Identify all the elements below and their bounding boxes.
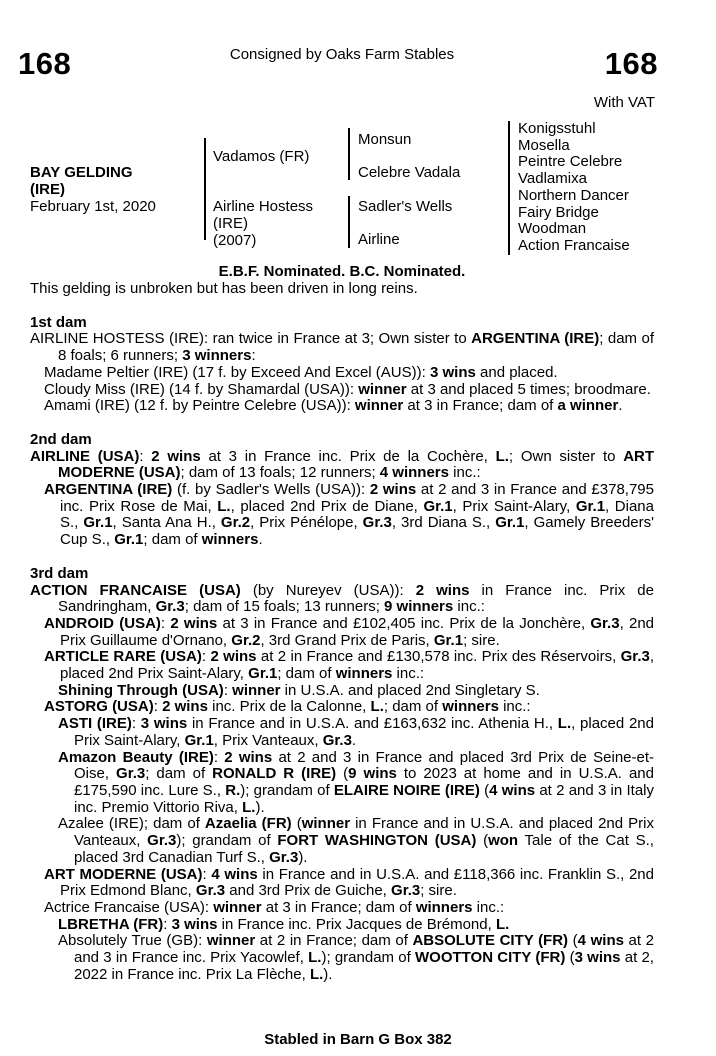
bold-text: winners xyxy=(415,898,473,916)
bold-text: 4 wins xyxy=(489,781,536,799)
bold-text: 2 wins xyxy=(224,748,273,766)
bold-text: L. xyxy=(309,965,324,983)
pedigree-great-grand-item: Woodman xyxy=(518,220,587,238)
bold-text: winner xyxy=(354,397,404,415)
bold-text: Gr.3 xyxy=(362,514,392,532)
bold-text: ASTI (IRE) xyxy=(58,715,132,733)
bold-text: Gr.1 xyxy=(575,497,606,515)
bold-text: AIRLINE (USA) xyxy=(30,447,140,465)
entry-text: at 2 and 3 in Italy inc. Premio Vittorio Riva, xyxy=(74,781,654,816)
pedigree-divider xyxy=(204,138,206,240)
pedigree-great-grand-item: Action Francaise xyxy=(518,236,630,254)
bold-text: 9 winners xyxy=(384,598,454,616)
family-entry xyxy=(30,816,654,866)
bold-text: Gr.3 xyxy=(195,882,226,900)
family-sections xyxy=(30,315,654,984)
entry-text: at 2 in France and £130,578 inc. Prix des Réservoirs, xyxy=(256,648,621,666)
pedigree-great-grand-item: Peintre Celebre xyxy=(518,153,623,171)
family-entry xyxy=(30,331,654,364)
bold-text: winner xyxy=(213,898,262,916)
bold-text: LBRETHA (FR) xyxy=(58,915,164,933)
entry-text: ( xyxy=(291,815,302,833)
pedigree-table xyxy=(0,120,716,260)
entry-text: inc.: xyxy=(472,898,505,916)
entry-text: at 2, 2022 in France inc. Prix La Flèche, xyxy=(74,949,654,983)
bold-text: ART MODERNE (USA) xyxy=(58,447,655,482)
entry-text: in France and in U.S.A. and £163,632 inc. Athenia H., xyxy=(187,715,558,733)
entry-text: , Prix Saint-Alary, xyxy=(452,497,576,515)
entry-text: ( xyxy=(476,832,489,850)
bold-text: ARTICLE RARE (USA) xyxy=(44,648,202,666)
section-heading: 2nd dam xyxy=(30,430,92,448)
bold-text: L. xyxy=(495,915,510,933)
entry-text: ; sire. xyxy=(420,882,457,900)
bold-text: Gr.1 xyxy=(495,514,525,532)
entry-text: inc.: xyxy=(453,598,485,616)
catalogue-body xyxy=(30,281,654,983)
family-entry xyxy=(30,583,654,616)
entry-text: AIRLINE HOSTESS (IRE): ran twice in France at 3; Own sister to xyxy=(30,330,472,348)
entry-text: : xyxy=(160,614,171,632)
bold-text: won xyxy=(488,832,519,850)
entry-text: : xyxy=(223,681,233,699)
entry-text: Madame Peltier (IRE) (17 f. by Exceed And Excel (AUS)): xyxy=(44,363,430,381)
bold-text: ASTORG (USA) xyxy=(44,698,154,716)
bold-text: 2 wins xyxy=(369,481,417,499)
entry-text: Amami (IRE) (12 f. by Peintre Celebre (USA)): xyxy=(44,397,355,415)
bold-text: 4 winners xyxy=(379,464,449,482)
family-entry xyxy=(30,398,654,415)
entry-text: (f. by Sadler's Wells (USA)): xyxy=(172,481,370,499)
entry-text: : xyxy=(251,347,256,365)
entry-text: at 2 in France; dam of xyxy=(255,932,413,950)
bold-text: 2 wins xyxy=(210,648,257,666)
bold-text: 3 wins xyxy=(574,949,621,967)
pedigree-great-grand-item: Northern Dancer xyxy=(518,186,629,204)
pedigree-dam-line: (IRE) xyxy=(213,215,248,232)
bold-text: ABSOLUTE CITY (FR) xyxy=(412,932,569,950)
bold-text: winner xyxy=(232,681,281,699)
bold-text: 2 wins xyxy=(162,698,208,716)
bold-text: Azaelia (FR) xyxy=(204,815,292,833)
pedigree-great-grand-item: Mosella xyxy=(518,136,570,154)
horse-country: (IRE) xyxy=(30,181,65,198)
entry-text: , Prix Pénélope, xyxy=(250,514,363,532)
pedigree-dam-line: Airline Hostess xyxy=(213,198,314,215)
bold-text: L. xyxy=(242,798,256,816)
bold-text: WOOTTON CITY (FR) xyxy=(415,949,566,967)
entry-text: at 3 and placed 5 times; broodmare. xyxy=(406,380,651,398)
bold-text: Gr.1 xyxy=(248,665,278,683)
entry-text: in France inc. Prix de Sandringham, xyxy=(58,581,654,616)
bold-text: L. xyxy=(370,698,384,716)
bold-text: ELAIRE NOIRE (IRE) xyxy=(333,781,480,799)
entry-text: Absolutely True (GB): xyxy=(58,932,207,950)
bold-text: winners xyxy=(442,698,499,716)
entry-text: ; dam of xyxy=(383,698,443,716)
bold-text: Gr.1 xyxy=(83,514,113,532)
entry-text: at 2 and 3 in France and £378,795 inc. Prix Rose de Mai, xyxy=(60,481,654,515)
family-entry xyxy=(30,683,654,700)
bold-text: Gr.2 xyxy=(231,631,261,649)
entry-text: Azalee (IRE); dam of xyxy=(58,815,205,833)
entry-text: ( xyxy=(565,949,575,967)
entry-text: ; dam of 15 foals; 13 runners; xyxy=(184,598,385,616)
entry-text: ( xyxy=(336,765,349,783)
bold-text: Gr.1 xyxy=(114,531,144,549)
bold-text: Gr.3 xyxy=(269,848,299,866)
bold-text: Shining Through (USA) xyxy=(58,681,224,699)
bold-text: winner xyxy=(206,932,256,950)
bold-text: L. xyxy=(217,497,231,515)
entry-text: Actrice Francaise (USA): xyxy=(44,898,214,916)
bold-text: RONALD R (IRE) xyxy=(212,765,337,783)
bold-text: ART MODERNE (USA) xyxy=(44,865,203,883)
pedigree-divider xyxy=(348,196,350,248)
entry-text: , placed 2nd Prix Saint-Alary, xyxy=(74,715,654,749)
pedigree-great-grand-item: Konigsstuhl xyxy=(518,120,596,137)
bold-text: 9 wins xyxy=(348,765,397,783)
entry-text: : xyxy=(153,698,163,716)
bold-text: Gr.3 xyxy=(590,614,620,632)
entry-text: : xyxy=(202,865,212,883)
bold-text: Gr.3 xyxy=(322,731,352,749)
bold-text: Gr.3 xyxy=(155,598,185,616)
bold-text: winners xyxy=(335,665,393,683)
entry-text: in U.S.A. and placed 2nd Singletary S. xyxy=(280,681,540,699)
entry-text: ; dam of xyxy=(145,765,213,783)
entry-text: ). xyxy=(298,848,308,866)
entry-text: , placed 2nd Prix de Diane, xyxy=(230,497,424,515)
bold-text: Gr.1 xyxy=(184,731,214,749)
entry-text: ; sire. xyxy=(463,631,500,649)
bold-text: L. xyxy=(308,949,322,967)
entry-text: ); grandam of xyxy=(176,832,278,850)
bold-text: 4 wins xyxy=(211,865,258,883)
entry-text: inc.: xyxy=(392,665,425,683)
entry-text: ; dam of 13 foals; 12 runners; xyxy=(180,464,380,482)
entry-text: at 3 in France and £102,405 inc. Prix de la Jonchère, xyxy=(217,614,591,632)
pedigree-great-grand-item: Fairy Bridge xyxy=(518,203,599,221)
stabling-footer: Stabled in Barn G Box 382 xyxy=(264,1031,452,1048)
entry-text: , Diana S., xyxy=(60,497,654,532)
entry-text: . xyxy=(618,397,623,415)
bold-text: 3 winners xyxy=(182,347,252,365)
entry-text: and 3rd Prix de Guiche, xyxy=(225,882,392,900)
bold-text: ARGENTINA (IRE) xyxy=(44,481,173,499)
bold-text: Gr.1 xyxy=(433,631,464,649)
family-entry xyxy=(30,616,654,649)
bold-text: ANDROID (USA) xyxy=(44,614,161,632)
note: This gelding is unbroken but has been driven in long reins. xyxy=(30,280,418,297)
entry-text: , placed 2nd Prix Saint-Alary, xyxy=(60,648,654,683)
entry-text: at 3 in France inc. Prix de la Cochère, xyxy=(200,447,496,465)
bold-text: FORT WASHINGTON (USA) xyxy=(277,832,477,850)
bold-text: R. xyxy=(225,781,241,799)
entry-text: : xyxy=(139,447,152,465)
entry-text: ( xyxy=(568,932,578,950)
entry-text: , 3rd Grand Prix de Paris, xyxy=(260,631,434,649)
section-heading: 1st dam xyxy=(30,313,87,331)
bold-text: Gr.2 xyxy=(220,514,251,532)
entry-text: at 2 and 3 in France inc. Prix Yacowlef, xyxy=(74,932,655,967)
family-entry xyxy=(30,365,654,382)
entry-text: inc.: xyxy=(498,698,531,716)
family-entry xyxy=(30,482,654,549)
family-entry xyxy=(30,900,654,917)
entry-text: inc.: xyxy=(448,464,481,482)
family-entry xyxy=(30,716,654,749)
entry-text: at 3 in France; dam of xyxy=(403,397,558,415)
entry-text: in France and in U.S.A. and placed 2nd Prix Vanteaux, xyxy=(74,815,654,850)
pedigree-grand: Celebre Vadala xyxy=(358,164,461,181)
consignor: Consigned by Oaks Farm Stables xyxy=(229,46,455,63)
pedigree-great-grand xyxy=(518,121,630,255)
entry-text: : xyxy=(213,748,225,766)
family-entry xyxy=(30,449,654,482)
horse-foaled: February 1st, 2020 xyxy=(30,198,156,215)
bold-text: Gr.3 xyxy=(116,765,146,783)
pedigree-dam xyxy=(213,198,313,249)
bold-text: 2 wins xyxy=(151,447,201,465)
entry-text: at 3 in France; dam of xyxy=(261,898,416,916)
entry-text: . xyxy=(351,731,357,749)
entry-text: ; dam of xyxy=(143,531,202,549)
bold-text: 4 wins xyxy=(577,932,624,950)
entry-text: : xyxy=(131,715,141,733)
bold-text: winner xyxy=(301,815,351,833)
family-entry xyxy=(30,917,654,934)
pedigree-divider xyxy=(348,128,350,180)
bold-text: Gr.3 xyxy=(620,648,650,666)
family-entry xyxy=(30,750,654,817)
entry-text: , Gamely Breeders' Cup S., xyxy=(60,514,654,549)
entry-text: in France and in U.S.A. and £118,366 inc. Franklin S., 2nd Prix Edmond Blanc, xyxy=(60,865,654,900)
bold-text: 2 wins xyxy=(170,614,218,632)
family-entry xyxy=(30,649,654,682)
bold-text: ARGENTINA (IRE) xyxy=(471,330,600,348)
nominations: E.B.F. Nominated. B.C. Nominated. xyxy=(218,263,466,280)
bold-text: a winner xyxy=(557,397,619,415)
pedigree-grand: Sadler's Wells xyxy=(358,198,453,215)
family-entry xyxy=(30,699,654,716)
entry-text: Cloudy Miss (IRE) (14 f. by Shamardal (USA)): xyxy=(44,380,359,398)
entry-text: , Prix Vanteaux, xyxy=(213,731,323,749)
pedigree-grandsire: Monsun xyxy=(358,131,412,148)
pedigree-sire: Vadamos (FR) xyxy=(213,148,310,165)
entry-text: , Santa Ana H., xyxy=(112,514,221,532)
bold-text: Gr.3 xyxy=(147,832,177,850)
bold-text: 3 wins xyxy=(171,915,218,933)
pedigree-divider xyxy=(508,121,510,255)
bold-text: ACTION FRANCAISE (USA) xyxy=(30,581,241,599)
bold-text: L. xyxy=(557,715,572,733)
entry-text: ). xyxy=(255,798,265,816)
entry-text: ; Own sister to xyxy=(508,447,624,465)
bold-text: 3 wins xyxy=(140,715,188,733)
entry-text: , 2nd Prix Guillaume d'Ornano, xyxy=(60,614,654,649)
family-entry xyxy=(30,867,654,900)
section-heading: 3rd dam xyxy=(30,564,89,582)
bold-text: winner xyxy=(358,380,407,398)
entry-text: (by Nureyev (USA)): xyxy=(240,581,416,599)
entry-text: ); grandam of xyxy=(240,781,334,799)
entry-text: : xyxy=(163,915,172,933)
bold-text: winners xyxy=(201,531,259,549)
family-entry xyxy=(30,382,654,399)
entry-text: Tale of the Cat S., placed 3rd Canadian Turf S., xyxy=(74,832,654,866)
horse-sex-color: BAY GELDING xyxy=(30,164,133,181)
entry-text: ); grandam of xyxy=(321,949,415,967)
pedigree-great-grand-item: Vadlamixa xyxy=(518,170,587,188)
bold-text: Gr.1 xyxy=(423,497,453,515)
entry-text: . xyxy=(258,531,263,549)
family-entry xyxy=(30,933,654,983)
entry-text: in France inc. Prix Jacques de Brémond, xyxy=(217,915,496,933)
pedigree-grand: Airline xyxy=(358,231,400,248)
entry-text: ; dam of xyxy=(277,665,336,683)
lot-number-left: 168 xyxy=(18,46,72,81)
entry-text: ( xyxy=(479,781,490,799)
entry-text: to 2023 at home and in U.S.A. and £175,590 inc. Lure S., xyxy=(74,765,654,799)
entry-text: ; dam of 8 foals; 6 runners; xyxy=(58,330,654,365)
pedigree-dam-line: (2007) xyxy=(213,232,257,249)
bold-text: Gr.3 xyxy=(391,882,421,900)
entry-text: , 3rd Diana S., xyxy=(391,514,496,532)
entry-text: at 2 and 3 in France and placed 3rd Prix de Seine-et-Oise, xyxy=(74,748,654,783)
bold-text: 3 wins xyxy=(429,363,476,381)
vat-note: With VAT xyxy=(593,94,655,111)
lot-number-right: 168 xyxy=(604,46,658,81)
entry-text: and placed. xyxy=(475,363,558,381)
bold-text: Amazon Beauty (IRE) xyxy=(58,748,214,766)
entry-text: : xyxy=(201,648,211,666)
entry-text: ). xyxy=(323,965,333,983)
bold-text: 2 wins xyxy=(415,581,470,599)
bold-text: L. xyxy=(495,447,509,465)
entry-text: inc. Prix de la Calonne, xyxy=(207,698,371,716)
